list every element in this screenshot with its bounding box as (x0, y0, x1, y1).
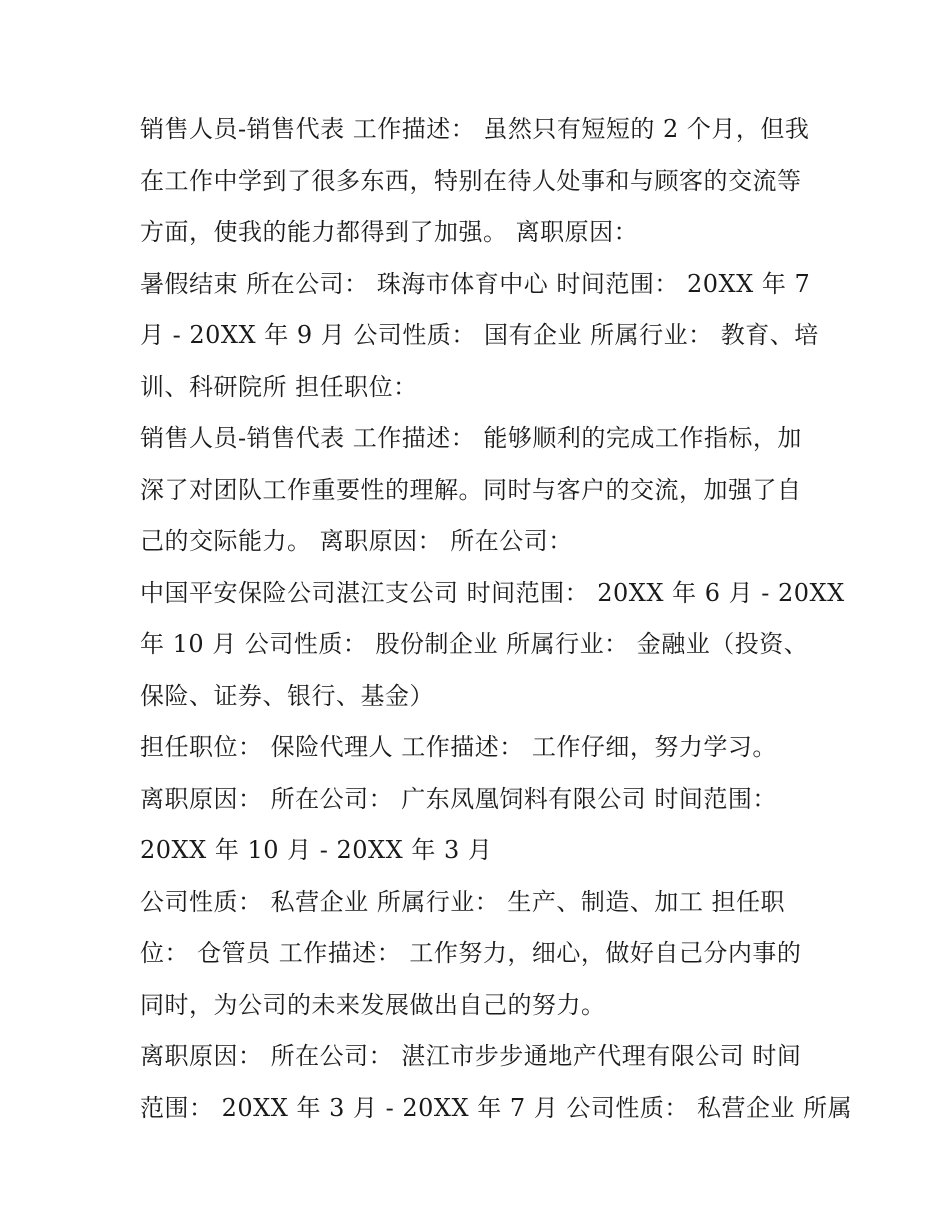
text-line: 训、科研院所 担任职位： (140, 372, 418, 401)
text-line: 范围： 20XX 年 3 月 - 20XX 年 7 月 公司性质： 私营企业 所属 (140, 1093, 853, 1122)
text-line: 同时，为公司的未来发展做出自己的努力。 (140, 990, 606, 1019)
text-line: 保险、证券、银行、基金） (140, 681, 434, 710)
text-line: 方面，使我的能力都得到了加强。 离职原因： (140, 218, 639, 246)
text-line: 己的交际能力。 离职原因： 所在公司： (140, 527, 573, 555)
text-line: 年 10 月 公司性质： 股份制企业 所属行业： 金融业（投资、 (140, 630, 809, 658)
text-line: 位： 仓管员 工作描述： 工作努力，细心，做好自己分内事的 (140, 939, 802, 967)
text-line: 暑假结束 所在公司： 珠海市体育中心 时间范围： 20XX 年 7 (140, 269, 811, 298)
text-line: 20XX 年 10 月 - 20XX 年 3 月 (140, 836, 493, 864)
text-line: 在工作中学到了很多东西，特别在待人处事和与顾客的交流等 (140, 166, 802, 195)
text-line: 离职原因： 所在公司： 湛江市步步通地产代理有限公司 时间 (140, 1042, 802, 1070)
document-body (140, 104, 853, 1134)
text-line: 销售人员-销售代表 工作描述： 能够顺利的完成工作指标，加 (140, 424, 802, 452)
text-line: 离职原因： 所在公司： 广东凤凰饲料有限公司 时间范围： (140, 784, 777, 813)
text-line: 月 - 20XX 年 9 月 公司性质： 国有企业 所属行业： 教育、培 (140, 321, 819, 349)
text-line: 中国平安保险公司湛江支公司 时间范围： 20XX 年 6 月 - 20XX (140, 578, 845, 607)
text-line: 公司性质： 私营企业 所属行业： 生产、制造、加工 担任职 (140, 887, 786, 916)
text-line: 销售人员-销售代表 工作描述： 虽然只有短短的 2 个月，但我 (140, 115, 810, 143)
text-line: 深了对团队工作重要性的理解。同时与客户的交流，加强了自 (140, 475, 802, 504)
text-line: 担任职位： 保险代理人 工作描述： 工作仔细，努力学习。 (140, 733, 777, 761)
